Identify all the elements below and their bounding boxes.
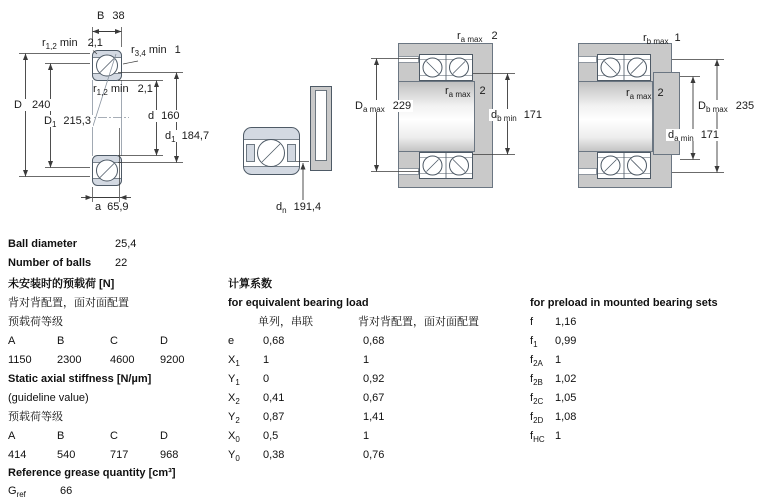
stiffness-value: 717 (110, 449, 129, 461)
top-bearing-pair (598, 55, 651, 81)
dim-label-db-min: $d_{b min}$ 171 (491, 109, 543, 124)
dim-label-da-min: $d_{a min}$ 171 (668, 129, 720, 144)
factor-value: 0,99 (555, 335, 577, 347)
dim-label-a: a 65,9 (95, 201, 129, 213)
spec-value: 22 (115, 257, 128, 269)
grease-label: $G_{ref}$ (8, 485, 26, 500)
preload-value: 2300 (57, 354, 82, 366)
dim-label-d1: $d_1$ 184,7 (165, 130, 210, 145)
grease-value: 66 (60, 485, 73, 497)
dim-label-Da-max: $D_{a max}$ 229 (355, 100, 412, 115)
class-header: C (110, 430, 118, 442)
stiffness-class-header-row (8, 430, 168, 443)
dim-label-Db-max: $D_{b max}$ 235 (698, 100, 755, 115)
dim-label-dn: $d_n$ 191,4 (276, 201, 322, 216)
stiffness-value: 414 (8, 449, 27, 461)
factor-value: 0,76 (363, 449, 385, 461)
preload-factor-row-f (530, 316, 576, 329)
preload-factor-row-f1 (530, 335, 576, 348)
class-header: B (57, 430, 65, 442)
factor-row-e (228, 335, 384, 348)
spec-row-ball-diameter (8, 238, 136, 251)
col-header-back-to-back: 背对背配置，面对面配置 (358, 316, 479, 328)
spec-label: Ball diameter (8, 238, 78, 250)
factor-row-x1 (228, 354, 369, 367)
dim-label-r12-top: $r_{1,2}$ min 2,1 (42, 37, 103, 52)
factor-value: 1,05 (555, 392, 577, 404)
factor-label: $Y_1$ (228, 373, 240, 388)
dim-label-ra-max-top: $r_{a max}$ 2 (457, 30, 498, 45)
class-header: A (8, 430, 16, 442)
preload-factor-row-f2b (530, 373, 576, 386)
stiffness-title: Static axial stiffness [N/µm] (8, 373, 152, 385)
factor-label: f (530, 316, 534, 328)
dim-label-D: D 240 (14, 99, 51, 111)
factor-value: 0,5 (263, 430, 279, 442)
stiffness-value: 968 (160, 449, 179, 461)
dim-label-ra-max-mid: $r_{a max}$ 2 (445, 85, 486, 100)
factor-row-x2 (228, 392, 384, 405)
factor-value: 0 (263, 373, 270, 385)
factor-label: $Y_0$ (228, 449, 240, 464)
top-bearing-pair (420, 55, 473, 81)
spec-label: Number of balls (8, 257, 92, 269)
factor-row-x0 (228, 430, 369, 443)
preload-values-row (8, 354, 184, 367)
calc-factors-subtitle: for equivalent bearing load (228, 297, 369, 309)
factor-value: 0,87 (263, 411, 285, 423)
factor-value: 0,68 (363, 335, 385, 347)
dim-label-ra-max: $r_{a max}$ 2 (626, 87, 664, 102)
factor-row-y1 (228, 373, 384, 386)
factor-label: $X_2$ (228, 392, 240, 407)
grease-title: Reference grease quantity [cm³] (8, 467, 176, 479)
col-header-single-tandem: 单列，串联 (258, 316, 313, 328)
class-header: B (57, 335, 65, 347)
bearing-cross-section-drawing (5, 5, 235, 227)
stiffness-values-row (8, 449, 178, 462)
preload-unmounted-arrangement: 背对背配置，面对面配置 (8, 297, 129, 309)
factor-value: 1,08 (555, 411, 577, 423)
factor-value: 1 (555, 354, 562, 366)
dim-label-B: B 38 (97, 10, 125, 22)
factor-label: $f_{2B}$ (530, 373, 543, 388)
bottom-bearing-pair (420, 153, 473, 179)
preload-unmounted-title: 未安装时的预载荷 [N] (8, 278, 115, 290)
factor-value: 1 (555, 430, 562, 442)
factor-label: $f_{HC}$ (530, 430, 545, 445)
factor-value: 0,92 (363, 373, 385, 385)
preload-factor-row-f2c (530, 392, 576, 405)
factor-label: $f_1$ (530, 335, 538, 350)
factor-label: $f_{2C}$ (530, 392, 544, 407)
stiffness-value: 540 (57, 449, 76, 461)
grease-row (8, 485, 72, 498)
factor-value: 1,16 (555, 316, 577, 328)
spec-value: 25,4 (115, 238, 137, 250)
preload-factor-row-f2d (530, 411, 576, 424)
factor-value: 0,68 (263, 335, 285, 347)
preload-factor-row-fhc (530, 430, 561, 443)
preload-unmounted-class-caption: 预载荷等级 (8, 316, 63, 328)
factor-row-y0 (228, 449, 384, 462)
class-header: D (160, 335, 168, 347)
class-header: A (8, 335, 16, 347)
class-header: C (110, 335, 118, 347)
factor-label: $f_{2A}$ (530, 354, 543, 369)
spacer-ring-section (311, 87, 332, 171)
factor-label: $X_0$ (228, 430, 240, 445)
factor-label: $Y_2$ (228, 411, 240, 426)
bearing-corner-section (244, 128, 300, 175)
factor-value: 0,41 (263, 392, 285, 404)
stiffness-class-caption: 预载荷等级 (8, 411, 63, 423)
factor-label: e (228, 335, 235, 347)
bottom-bearing-pair (598, 153, 651, 179)
preload-value: 1150 (8, 354, 32, 366)
factor-value: 0,67 (363, 392, 385, 404)
preload-value: 4600 (110, 354, 135, 366)
factor-value: 1 (363, 354, 370, 366)
factor-value: 1 (263, 354, 270, 366)
factor-label: $X_1$ (228, 354, 240, 369)
factor-value: 1,02 (555, 373, 577, 385)
dim-label-r12-mid: $r_{1,2}$ min 2,1 (93, 83, 153, 98)
preload-factors-title: for preload in mounted bearing sets (530, 297, 718, 309)
class-header: D (160, 430, 168, 442)
preload-value: 9200 (160, 354, 185, 366)
calc-factors-column-headers (228, 316, 479, 329)
mounted-bearing-set-right-drawing (575, 28, 766, 200)
factor-row-y2 (228, 411, 384, 424)
dim-label-D1: $D_1$ 215,3 (44, 115, 91, 130)
dim-label-r34: $r_{3,4}$ min 1 (131, 44, 181, 59)
calc-factors-title: 计算系数 (228, 278, 272, 290)
preload-factor-row-f2a (530, 354, 561, 367)
stiffness-guideline-note: (guideline value) (8, 392, 89, 404)
factor-label: $f_{2D}$ (530, 411, 544, 426)
factor-value: 1,41 (363, 411, 385, 423)
dim-label-rb-max: $r_{b max}$ 1 (643, 32, 681, 47)
factor-value: 1 (363, 430, 370, 442)
dim-label-d: d 160 (148, 110, 180, 122)
spec-row-number-of-balls (8, 257, 127, 270)
factor-value: 0,38 (263, 449, 285, 461)
preload-class-header-row (8, 335, 168, 348)
